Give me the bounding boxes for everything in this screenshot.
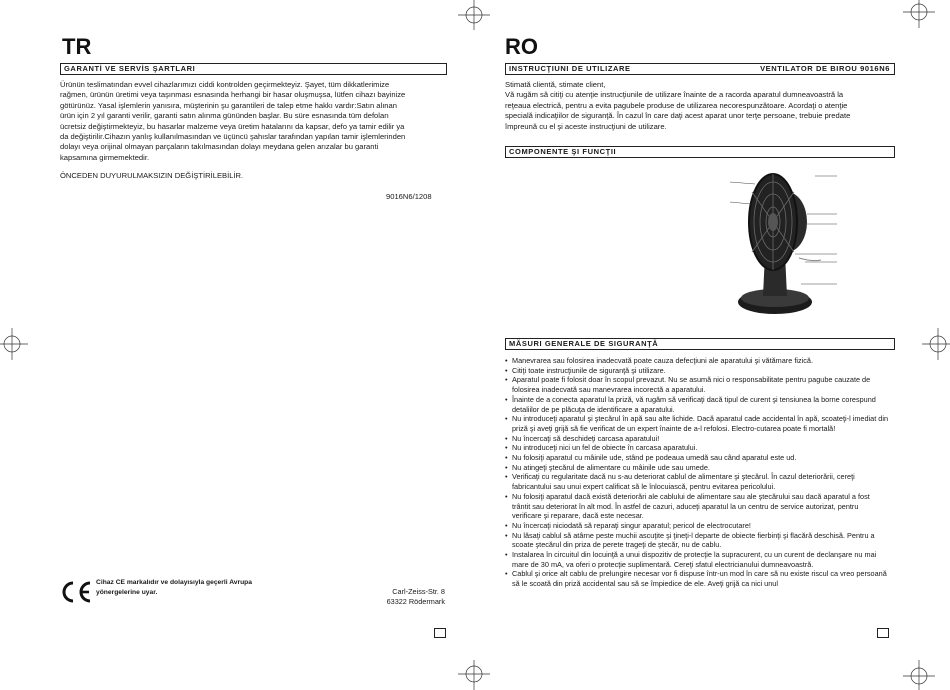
warranty-paragraph	[60, 80, 460, 163]
paragraph-line: kapsamına girmemektedir.	[60, 152, 150, 162]
language-code-ro: RO	[505, 34, 538, 59]
section-header-instructions	[505, 63, 895, 75]
section-title: INSTRUCŢIUNI DE UTILIZARE	[509, 64, 631, 73]
desk-fan-illustration	[725, 162, 845, 322]
paragraph-line: da değiştirilir.Cihazın yanlış kullanılmasından ve üçüncü şahıslar tarafından yapılan tamir işlemlerinden	[60, 132, 406, 142]
paragraph-line: rağmen, ürünün üretimi veya taşınması esnasında herhangi bir hasar oluşmuşsa, lütfen cihazı bayinize	[60, 90, 406, 100]
address-city: 63322 Rödermark	[386, 597, 445, 607]
ce-mark-icon	[60, 580, 94, 604]
list-item: • Nu folosiţi aparatul dacă există deteriorări ale cablului de alimentare sau ale ştecărului sau dacă aparatul a fost trântit sau deteriorat în alt mod. În astfel de cazuri, aduceţi aparatul la un centru de service autorizat, pentru verificare şi reparare, dacă este necesar.	[505, 492, 890, 521]
document-code: 9016N6/1208	[386, 192, 432, 201]
section-title: MĂSURI GENERALE DE SIGURANŢĂ	[509, 339, 659, 348]
section-header-safety	[505, 338, 895, 350]
list-item: • Cablul şi orice alt cablu de prelungire necesar vor fi dispuse într-un mod în care să nu existe riscul ca vreo persoană să le scoată din priză accidental sau să se împiedice de ele. Aveţi grijă ca nici unul	[505, 569, 890, 588]
list-item: • Citiţi toate instrucţiunile de siguranţă şi utilizare.	[505, 366, 890, 376]
language-code-tr: TR	[62, 34, 92, 59]
section-header-warranty	[60, 63, 447, 75]
list-item: • Nu introduceţi aparatul şi ştecărul în apă sau alte lichide. Dacă aparatul cade accidental în apă, scoateţi-l imediat din priză şi aveţi grijă să fie verificat de un expert înainte de a-l refolosi. Electro-cutarea poate fi mortală!	[505, 414, 890, 433]
change-notice: ÖNCEDEN DUYURULMAKSIZIN DEĞİŞTİRİLEBİLİR.	[60, 171, 244, 180]
page-number-box-right	[877, 628, 889, 638]
intro-line: împreună cu el şi aceste instrucţiuni de utilizare.	[505, 121, 667, 131]
paragraph-line: ürün için 2 yıl garanti verilir, garanti satın alınma gününden başlar. Bu süre esnasında tüm defoları	[60, 111, 389, 121]
page-number-box-left	[434, 628, 446, 638]
intro-line: reţeaua electrică, pentru a evita pagubele produse de utilizarea necorespunzătoare. Acordaţi o atenţie	[505, 100, 848, 110]
greeting: Stimată clientă, stimate client,	[505, 80, 606, 89]
ce-note	[96, 578, 252, 597]
list-item: • Înainte de a conecta aparatul la priză, vă rugăm să verificaţi dacă tipul de curent şi tensiunea la borne corespund detaliilor de pe plăcuţa de identificare a aparatului.	[505, 395, 890, 414]
address	[370, 587, 445, 607]
paragraph-line: götürünüz. Yasal işlemlerin yanısıra, müşterinin şu garantileri de talep etme hakkı vardır:Satın alınan	[60, 100, 397, 110]
paragraph-line: Ürünün teslimatından evvel cihazlarımızı ciddi kontrolden geçirmekteyiz. Şayet, tüm dikkatlerimize	[60, 80, 390, 89]
list-item: • Instalarea în circuitul din locuinţă a unui dispozitiv de protecţie la supracurent, cu un curent de declanşare nu mai mare de 30 mA, va oferi o protecţie suplimentară. Cereţi sfatul electricianului dumneavoastră.	[505, 550, 890, 569]
list-item: • Nu introduceţi nici un fel de obiecte în carcasa aparatului.	[505, 443, 890, 453]
ce-note-line: yönergelerine uyar.	[96, 588, 158, 596]
safety-list	[505, 356, 890, 589]
paragraph-line: dolayı veya orijinal olmayan parçaların takılmasından dolayı meydana gelen arızalar bu garanti	[60, 142, 379, 152]
list-item: • Manevrarea sau folosirea inadecvată poate cauza defecţiuni ale aparatului şi vătămare fizică.	[505, 356, 890, 366]
list-item: • Nu atingeţi ştecărul de alimentare cu mâinile ude sau umede.	[505, 463, 890, 473]
list-item: • Nu lăsaţi cablul să atârne peste muchii ascuţite şi ţineţi-l departe de obiecte fierbinţi şi flacără deschisă. Pentru a scoate ştecărul din priza de perete trageţi de ştecăr, nu de cablu.	[505, 531, 890, 550]
list-item: • Nu folosiţi aparatul cu mâinile ude, stând pe podeaua umedă sau când aparatul este ud.	[505, 453, 890, 463]
intro-text	[505, 80, 900, 132]
section-header-components	[505, 146, 895, 158]
address-street: Carl-Zeiss-Str. 8	[392, 587, 445, 596]
list-item: • Aparatul poate fi folosit doar în scopul prevazut. Nu se asumă nici o responsabilitate pentru pagube cauzate de folosirea inadecvată sau manevrarea incorectă a aparatului.	[505, 375, 890, 394]
paragraph-line: ücretsiz değiştirmekteyiz, bu hasarlar malzeme veya üretim hatalarını da kapsar, defo ya tamir edilir ya	[60, 121, 405, 131]
list-item: • Nu încercaţi niciodată să reparaţi singur aparatul; pericol de electrocutare!	[505, 521, 890, 531]
section-title: COMPONENTE ŞI FUNCŢII	[509, 147, 617, 156]
list-item: • Verificaţi cu regularitate dacă nu s-au deteriorat cablul de alimentare şi ştecărul. În cazul deteriorării, cereţi fabricantului sau unui expert calificat să le înlocuiască, pentru evitarea pericolului.	[505, 472, 890, 491]
intro-line: Vă rugăm să citiţi cu atenţie instrucţiunile de utilizare înainte de a racorda aparatul dumneavoastră la	[505, 90, 844, 100]
ce-note-line: Cihaz CE markalıdır ve dolayısıyla geçerli Avrupa	[96, 579, 252, 586]
list-item: • Nu încercaţi să deschideţi carcasa aparatului!	[505, 434, 890, 444]
product-name: VENTILATOR DE BIROU 9016N6	[760, 64, 890, 73]
section-title: GARANTİ VE SERVİS ŞARTLARI	[64, 64, 196, 73]
intro-line: specială indicaţiilor de siguranţă. În cazul în care daţi acest aparat unor terţe persoane, trebuie predate	[505, 111, 851, 121]
